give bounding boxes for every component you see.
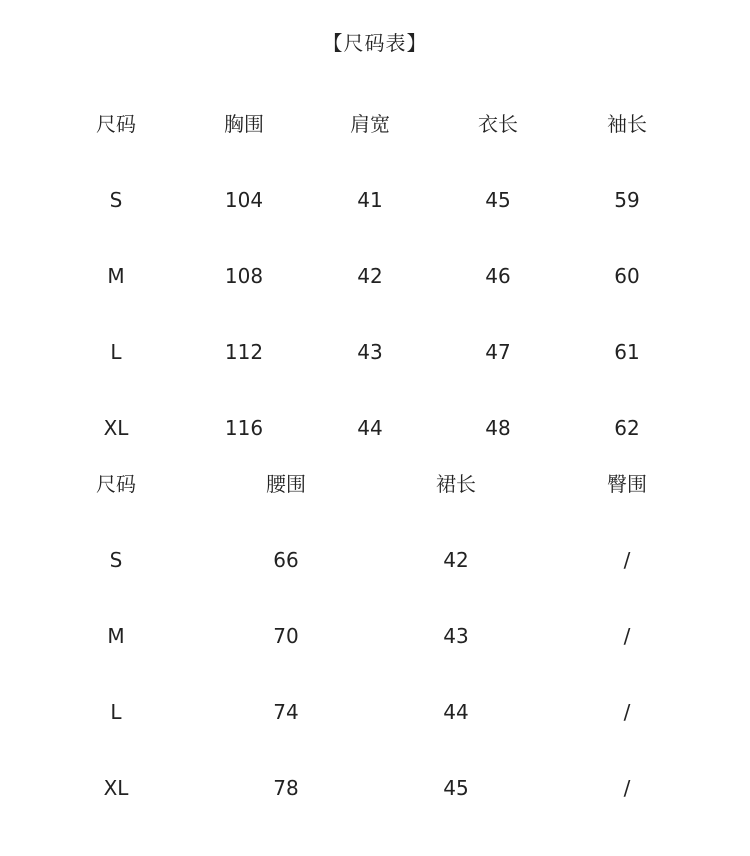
table-cell: 45	[443, 776, 469, 800]
table-cell: M	[107, 264, 125, 288]
table-cell: 104	[224, 188, 264, 212]
table-cell: 60	[614, 264, 640, 288]
table-row	[0, 773, 750, 803]
table-cell: 43	[357, 340, 383, 364]
header-cell: 肩宽	[350, 112, 390, 136]
table-cell: 70	[273, 624, 299, 648]
table-row	[0, 337, 750, 367]
table-cell: 48	[485, 416, 511, 440]
table-cell: 61	[614, 340, 640, 364]
table-cell: 62	[614, 416, 640, 440]
header-cell: 尺码	[96, 472, 136, 496]
table-row	[0, 413, 750, 443]
header-cell: 腰围	[266, 472, 306, 496]
table-cell: XL	[103, 776, 129, 800]
table-row	[0, 545, 750, 575]
table-cell: 74	[273, 700, 299, 724]
table-cell: 116	[224, 416, 264, 440]
table-cell: XL	[103, 416, 129, 440]
header-cell: 臀围	[607, 472, 647, 496]
header-cell: 胸围	[224, 112, 264, 136]
table-header-row	[0, 469, 750, 499]
table-row	[0, 621, 750, 651]
page-title: 【尺码表】	[322, 31, 428, 55]
table-cell: L	[110, 700, 122, 724]
table-cell: 59	[614, 188, 640, 212]
table-cell: S	[109, 548, 123, 572]
table-header-row	[0, 109, 750, 139]
table-cell: 43	[443, 624, 469, 648]
table-cell: 78	[273, 776, 299, 800]
table-cell: 45	[485, 188, 511, 212]
table-row	[0, 261, 750, 291]
header-cell: 尺码	[96, 112, 136, 136]
table-cell: 41	[357, 188, 383, 212]
table-row	[0, 185, 750, 215]
table-cell: 42	[443, 548, 469, 572]
header-cell: 袖长	[607, 112, 647, 136]
header-cell: 衣长	[478, 112, 518, 136]
table-cell: /	[623, 776, 631, 800]
table-cell: 46	[485, 264, 511, 288]
table-cell: M	[107, 624, 125, 648]
table-cell: /	[623, 548, 631, 572]
table-cell: 42	[357, 264, 383, 288]
table-cell: 44	[357, 416, 383, 440]
table-cell: /	[623, 624, 631, 648]
table-row	[0, 697, 750, 727]
table-cell: S	[109, 188, 123, 212]
table-cell: L	[110, 340, 122, 364]
table-cell: 66	[273, 548, 299, 572]
table-cell: 47	[485, 340, 511, 364]
table-cell: 44	[443, 700, 469, 724]
header-cell: 裙长	[436, 472, 476, 496]
table-cell: 112	[224, 340, 264, 364]
table-cell: 108	[224, 264, 264, 288]
table-cell: /	[623, 700, 631, 724]
